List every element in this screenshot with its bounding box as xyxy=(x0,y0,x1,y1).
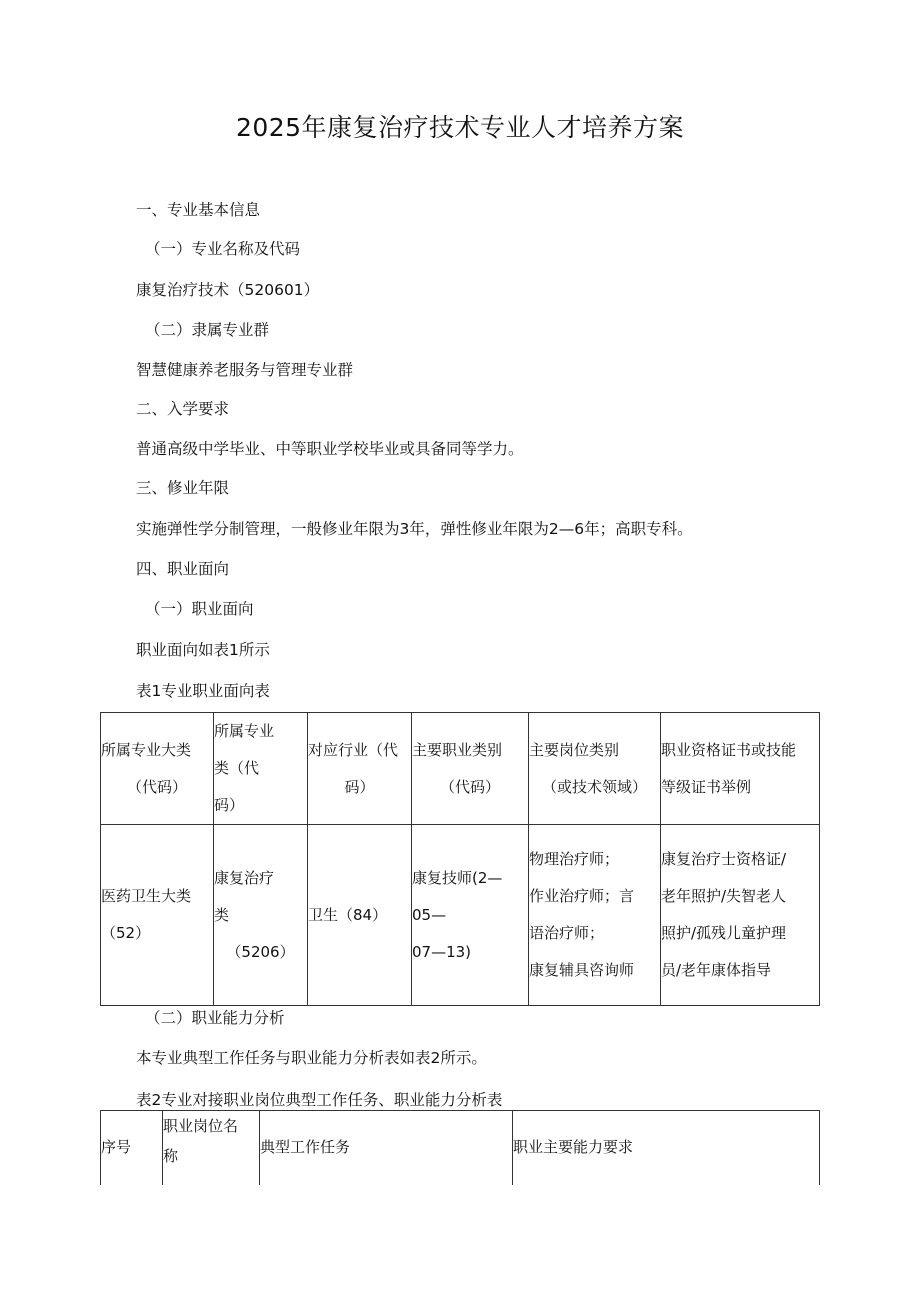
header-text: （或技术领域） xyxy=(541,777,647,796)
header-text: 职业岗位名 xyxy=(163,1117,239,1135)
admission-requirement: 普通高级中学毕业、中等职业学校毕业或具备同等学力。 xyxy=(136,440,524,458)
cell-text: 07—13) xyxy=(412,942,472,961)
header-text: 称 xyxy=(163,1147,179,1165)
header-text: 序号 xyxy=(101,1138,132,1157)
cell-text: 05— xyxy=(412,905,447,924)
header-text: 等级证书举例 xyxy=(661,777,752,796)
header-industry xyxy=(308,713,412,825)
table-header-row xyxy=(101,1111,820,1185)
cell-text: 康复治疗 xyxy=(214,868,275,887)
subsection-1-2-heading: （二）隶属专业群 xyxy=(145,321,270,339)
header-occupation xyxy=(412,713,529,825)
study-duration: 实施弹性学分制管理，一般修业年限为3年，弹性修业年限为2—6年；高职专科。 xyxy=(136,520,693,538)
header-category xyxy=(101,713,214,825)
table-row xyxy=(101,825,820,1006)
cell-text: 康复辅具咨询师 xyxy=(529,961,635,979)
cell-text: 作业治疗师；言 xyxy=(529,887,635,905)
header-text: （代码） xyxy=(126,777,187,796)
document-title: 2025年康复治疗技术专业人才培养方案 xyxy=(235,113,685,142)
cell-text: 康复治疗士资格证/ xyxy=(661,850,787,868)
cell-text: 照护/孤残儿童护理 xyxy=(661,924,787,942)
cell-text: 康复技师(2— xyxy=(412,868,503,887)
header-text: 码） xyxy=(214,796,245,814)
table-2-caption: 表2专业对接职业岗位典型工作任务、职业能力分析表 xyxy=(136,1091,503,1109)
subsection-4-1-heading: （一）职业面向 xyxy=(145,600,254,618)
header-position xyxy=(529,713,661,825)
cell-text: 物理治疗师； xyxy=(529,850,620,868)
cell-occupation xyxy=(412,825,529,1006)
header-job-title xyxy=(163,1111,260,1185)
table-header-row xyxy=(101,713,820,825)
table-2-intro: 本专业典型工作任务与职业能力分析表如表2所示。 xyxy=(136,1049,487,1067)
subsection-4-2-heading: （二）职业能力分析 xyxy=(145,1009,285,1027)
cell-text: （52） xyxy=(101,924,151,942)
header-text: （代码） xyxy=(439,777,500,796)
section-3-heading: 三、修业年限 xyxy=(136,479,230,497)
header-certificate xyxy=(661,713,820,825)
header-typical-tasks xyxy=(260,1111,513,1185)
section-2-heading: 二、入学要求 xyxy=(136,400,230,418)
header-text: 主要职业类别 xyxy=(412,740,503,759)
cell-text: 语治疗师； xyxy=(529,924,605,942)
cell-industry xyxy=(308,825,412,1006)
header-text: 主要岗位类别 xyxy=(529,740,620,759)
occupation-table xyxy=(100,712,820,1006)
table-1-caption: 表1专业职业面向表 xyxy=(136,682,270,700)
header-text: 职业主要能力要求 xyxy=(513,1138,634,1157)
header-text: 所属专业 xyxy=(214,722,275,740)
cell-position xyxy=(529,825,661,1006)
cell-text: 类 xyxy=(214,905,230,924)
cell-text: 医药卫生大类 xyxy=(101,887,192,905)
header-text: 所属专业大类 xyxy=(101,740,192,759)
header-text: 对应行业（代 xyxy=(308,740,399,759)
table-1-intro: 职业面向如表1所示 xyxy=(136,641,270,659)
header-text: 典型工作任务 xyxy=(260,1138,351,1157)
cell-text: 卫生（84） xyxy=(308,905,388,924)
section-4-heading: 四、职业面向 xyxy=(136,560,230,578)
subsection-1-1-heading: （一）专业名称及代码 xyxy=(145,240,301,258)
ability-analysis-table xyxy=(100,1110,820,1185)
header-index xyxy=(101,1111,163,1185)
cell-text: （5206） xyxy=(226,942,295,961)
cell-category xyxy=(101,825,214,1006)
header-class xyxy=(214,713,308,825)
cell-text: 员/老年康体指导 xyxy=(661,961,772,979)
cell-certificate xyxy=(661,825,820,1006)
header-text: 职业资格证书或技能 xyxy=(661,740,797,759)
cell-text: 老年照护/失智老人 xyxy=(661,887,787,905)
header-ability-requirements xyxy=(513,1111,820,1185)
header-text: 类（代 xyxy=(214,759,260,777)
cell-class xyxy=(214,825,308,1006)
major-name-code: 康复治疗技术（520601） xyxy=(136,281,320,299)
section-1-heading: 一、专业基本信息 xyxy=(136,201,261,219)
major-group: 智慧健康养老服务与管理专业群 xyxy=(136,361,354,379)
header-text: 码） xyxy=(344,777,375,796)
